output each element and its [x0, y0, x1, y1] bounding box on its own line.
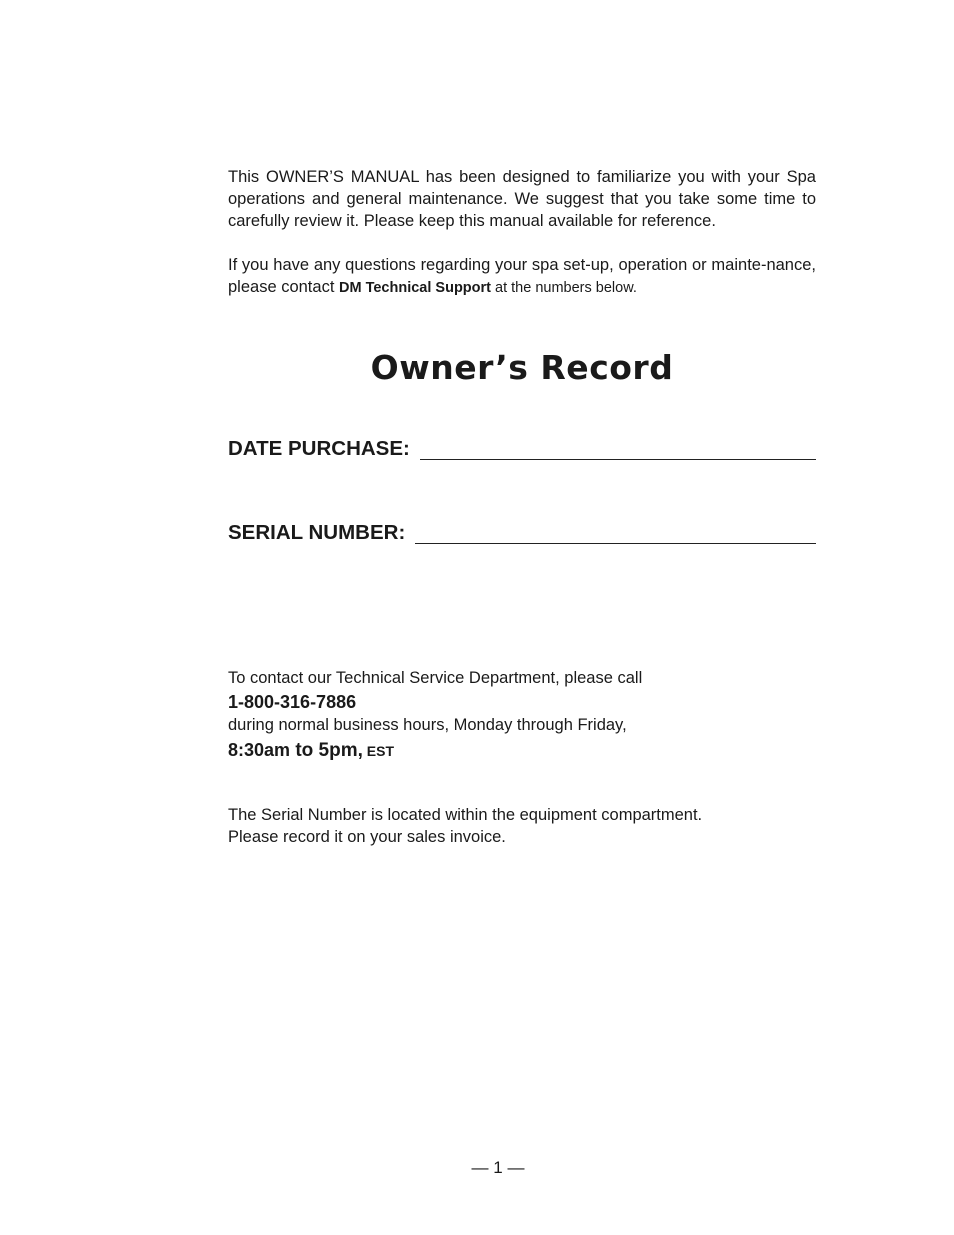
- serial-note-line-2: Please record it on your sales invoice.: [228, 828, 506, 846]
- hours-end: to 5pm,: [290, 740, 363, 761]
- support-name: DM Technical Support: [339, 280, 491, 296]
- contact-hours-intro: during normal business hours, Monday through Friday,: [228, 716, 627, 734]
- date-purchase-field: [228, 436, 816, 462]
- contact-intro: To contact our Technical Service Department, please call: [228, 669, 643, 687]
- date-purchase-label: DATE PURCHASE:: [228, 437, 410, 460]
- serial-number-note: [228, 804, 816, 848]
- serial-number-field: [228, 520, 816, 546]
- hours-start: 8:30am: [228, 740, 291, 760]
- intro-paragraph-2: [228, 254, 816, 299]
- serial-number-label: SERIAL NUMBER:: [228, 521, 406, 544]
- intro-paragraph-2-end: at the numbers below.: [491, 280, 637, 296]
- intro-paragraph-1: This OWNER’S MANUAL has been designed to familiarize you with your Spa operations and general maintenance. We suggest that you take some time to carefully review it. Please keep this manual available for reference.: [228, 168, 816, 230]
- page-number: — 1 —: [471, 1158, 525, 1177]
- serial-note-line-1: The Serial Number is located within the equipment compartment.: [228, 806, 703, 824]
- contact-section: [228, 667, 816, 764]
- intro-paragraph-2-start: If you have any questions regarding your spa set-up, operation or mainte-nance, please contact: [228, 256, 816, 296]
- timezone: EST: [362, 743, 395, 759]
- date-purchase-blank-line: [420, 437, 816, 460]
- business-hours: [228, 737, 816, 764]
- serial-number-blank-line: [415, 521, 816, 544]
- support-phone-number: 1-800-316-7886: [228, 692, 357, 712]
- owners-record-title: Owner’s Record: [370, 348, 674, 387]
